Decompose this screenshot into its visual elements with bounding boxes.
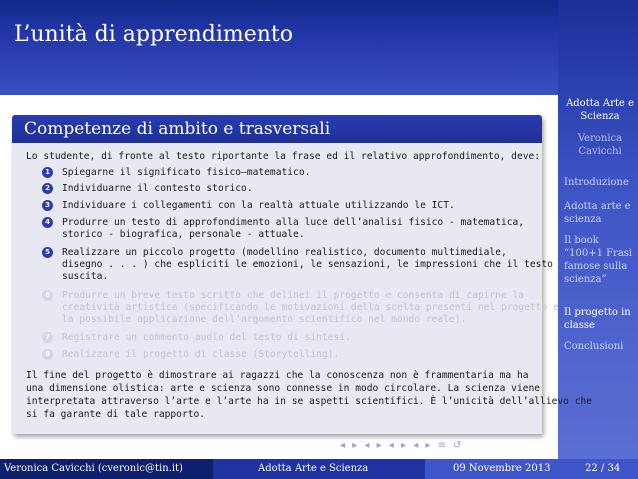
enum-bullet: 8 <box>42 349 53 360</box>
list-item: Individuare i collegamenti con la realtà attuale utilizzando le ICT. <box>62 200 455 211</box>
block-header <box>12 115 542 143</box>
sidebar-presentation-title[interactable]: Adotta Arte e Scienza <box>566 98 634 122</box>
footer-author: Veronica Cavicchi (cveronic@tin.it) <box>4 463 183 474</box>
list-item-faded: Produrre un breve testo scritto che delinei il progetto e consenta di capirne la <box>62 290 525 301</box>
enum-bullet: 5 <box>42 247 53 258</box>
footer-date: 09 Novembre 2013 <box>453 463 551 474</box>
list-item: Produrre un testo di approfondimento alla luce dell’analisi fisico - matematica, <box>62 217 525 228</box>
list-item: Individuarne il contesto storico. <box>62 183 253 194</box>
enum-bullet: 7 <box>42 332 53 343</box>
list-item-faded: creatività artistica (specificando le motivazioni della scelta presenti nel progetto e <box>62 302 559 313</box>
sidebar-section-book[interactable]: Il book “100+1 Frasi famose sulla scienza” <box>564 235 633 285</box>
block-outro-line: si fa garante di tale rapporto. <box>26 409 206 420</box>
footer <box>0 459 638 479</box>
enum-bullet: 3 <box>42 200 53 211</box>
footer-author-box <box>0 459 213 479</box>
enum-bullet: 6 <box>42 290 53 301</box>
enum-bullet: 2 <box>42 183 53 194</box>
list-item-faded: Realizzare il progetto di classe (Storytelling). <box>62 349 340 360</box>
list-item-continuation: disegno . . . ) che espliciti le emozioni, le sensazioni, le impressioni che il testo <box>62 259 553 270</box>
frame-title: L’unità di apprendimento <box>14 22 294 47</box>
enum-bullet: 1 <box>42 167 53 178</box>
list-item-continuation: suscita. <box>62 271 109 282</box>
sidebar-author[interactable]: Veronica Cavicchi <box>577 133 623 157</box>
footer-date-box <box>425 459 638 479</box>
block-title: Competenze di ambito e trasversali <box>24 119 331 139</box>
block-outro-line: Il fine del progetto è dimostrare ai ragazzi che la conoscenza non è frammentaria ma ha <box>26 370 529 381</box>
footer-title-box <box>213 459 425 479</box>
sidebar-section-progetto[interactable]: Il progetto in classe <box>564 307 631 331</box>
block-outro-line: interpretata attraverso l’arte e l’arte ha in se aspetti scientifici. È l’unicità dell’allievo che <box>26 396 593 407</box>
enum-bullet: 4 <box>42 217 53 228</box>
list-item: Realizzare un piccolo progetto (modellino realistico, documento multimediale, <box>62 247 507 258</box>
block-intro: Lo studente, di fronte al testo riportante la frase ed il relativo approfondimento, deve: <box>26 151 541 162</box>
footer-title: Adotta Arte e Scienza <box>258 463 369 474</box>
block-body <box>12 143 593 434</box>
list-item: Spiegarne il significato fisico–matematico. <box>62 167 311 178</box>
sidebar-section-adotta[interactable]: Adotta arte e scienza <box>564 201 631 225</box>
sidebar-navigation <box>558 0 638 459</box>
list-item-faded: la possibile applicazione dell’argomento scientifico nel mondo reale). <box>62 314 467 325</box>
beamer-navigation-icons[interactable]: ◂ ▸ ◂ ▸ ◂ ▸ ◂ ▸ ≡ ↺ <box>340 440 464 451</box>
sidebar-section-conclusioni[interactable]: Conclusioni <box>564 341 624 352</box>
footer-page-number: 22 / 34 <box>585 463 621 474</box>
competenze-block <box>12 115 593 434</box>
sidebar-section-introduzione[interactable]: Introduzione <box>564 177 629 188</box>
list-item-continuation: storico - biografica, personale - attuale. <box>62 229 305 240</box>
frame-header <box>0 0 558 95</box>
list-item-faded: Registrare un commento audio del testo di sintesi. <box>62 332 351 343</box>
block-outro-line: una dimensione olistica: arte e scienza sono connesse in modo circolare. La scienza viene <box>26 383 541 394</box>
